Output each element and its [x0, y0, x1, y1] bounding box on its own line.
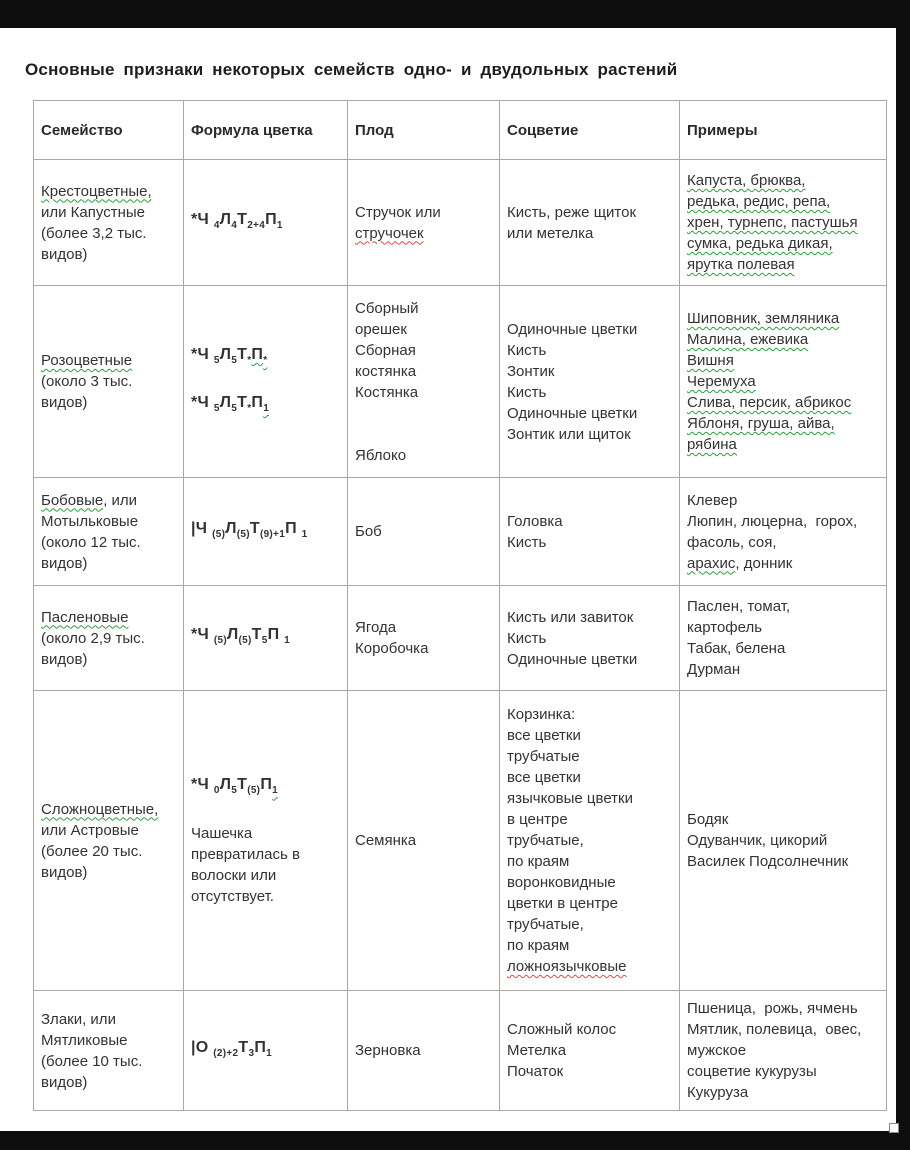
table-cell — [184, 691, 348, 991]
cell-text: Л — [219, 345, 232, 363]
spellcheck-flagged-text: редька, редис, репа, — [687, 193, 831, 210]
cell-text: воронковидные — [507, 874, 616, 891]
cell-text: (более 20 тыс. — [41, 842, 143, 860]
column-header: Формула цветка — [184, 101, 348, 160]
cell-text: Л — [225, 519, 237, 537]
cell-text: Сложный колос — [507, 1021, 617, 1038]
cell-text: язычковые цветки — [507, 790, 633, 807]
cell-text: Паслен, томат, — [687, 598, 791, 615]
spellcheck-flagged-text: Крестоцветные, — [41, 182, 152, 200]
table-cell — [500, 691, 680, 991]
cell-text: 5 — [213, 403, 220, 415]
cell-text: или Астровые — [41, 821, 139, 839]
cell-text: 4 — [231, 220, 238, 232]
cell-text: Зонтик или щиток — [507, 425, 631, 443]
cell-text: (более 3,2 тыс. — [41, 224, 147, 242]
cell-text: *Ч — [191, 345, 214, 363]
cell-text: Одиночные цветки — [507, 320, 638, 338]
cell-text: цветки в центре — [507, 895, 618, 912]
table-cell — [184, 586, 348, 691]
cell-text: 4 — [213, 220, 220, 232]
cell-text: по краям — [507, 853, 570, 870]
cell-text: Кисть, реже щиток — [507, 203, 637, 221]
cell-text: 0 — [213, 785, 220, 797]
cell-text: все цветки — [507, 769, 581, 786]
cell-text: видов) — [41, 1073, 88, 1091]
cell-text: Мятлик, полевица, овес, — [687, 1021, 862, 1038]
cell-text: (около 12 тыс. — [41, 533, 141, 551]
cell-text: Початок — [507, 1063, 564, 1080]
spellcheck-flagged-text: * — [263, 355, 268, 366]
cell-text: 1 — [276, 220, 283, 232]
spellcheck-flagged-text: ярутка полевая — [687, 256, 795, 273]
spellcheck-flagged-text: 1 — [263, 403, 270, 415]
cell-text: П — [251, 394, 264, 411]
cell-text: Л — [226, 626, 239, 644]
cell-text: видов) — [41, 863, 88, 881]
cell-text: мужское — [687, 1042, 747, 1059]
column-header: Примеры — [680, 101, 887, 160]
cell-text: Дурман — [687, 661, 741, 678]
cell-text: видов) — [41, 650, 88, 668]
spellcheck-flagged-text: Малина, ежевика — [687, 331, 809, 348]
cell-text: * — [247, 355, 252, 366]
column-header: Соцветие — [500, 101, 680, 160]
cell-text: Бодяк — [687, 811, 729, 828]
table-cell — [34, 478, 184, 586]
cell-text: (5) — [247, 785, 261, 797]
table-cell — [348, 286, 500, 478]
spellcheck-flagged-text: Шиповник, земляника — [687, 310, 840, 327]
cell-text: (более 10 тыс. — [41, 1052, 143, 1070]
table-cell — [680, 691, 887, 991]
table-cell — [680, 478, 887, 586]
cell-text: Табак, белена — [687, 640, 786, 657]
cell-text: Одиночные цветки — [507, 404, 638, 422]
cell-text: видов) — [41, 245, 88, 263]
table-row — [34, 286, 887, 478]
column-header: Плод — [348, 101, 500, 160]
cell-text: Ягода — [355, 619, 397, 636]
table-cell — [680, 991, 887, 1111]
cell-text: , донник — [735, 554, 793, 572]
cell-text: по краям — [507, 937, 570, 954]
cell-text: |О — [191, 1038, 214, 1056]
cell-text: волоски или — [191, 866, 277, 884]
cell-text: превратилась в — [191, 845, 300, 863]
table-cell — [34, 586, 184, 691]
table-cell — [34, 691, 184, 991]
cell-text: видов) — [41, 394, 88, 411]
cell-text: Стручок или — [355, 203, 441, 221]
cell-text: Л — [219, 776, 232, 794]
cell-text: отсутствует. — [191, 887, 274, 905]
resize-handle[interactable] — [889, 1123, 899, 1133]
table-cell — [500, 478, 680, 586]
cell-text: трубчатые, — [507, 832, 584, 849]
cell-text: (около 2,9 тыс. — [41, 629, 145, 647]
spellcheck-flagged-text: 1 — [272, 785, 278, 797]
table-cell — [680, 586, 887, 691]
cell-text: Сборный — [355, 299, 419, 317]
cell-text: Одиночные цветки — [507, 650, 638, 668]
cell-text: Т — [238, 1038, 249, 1056]
spellcheck-flagged-text: стручочек — [355, 224, 424, 242]
table-cell — [500, 160, 680, 286]
spellcheck-flagged-text: Пасленовые — [41, 608, 129, 626]
spellcheck-flagged-text: Бобовые — [41, 491, 104, 509]
cell-text: Клевер — [687, 491, 738, 509]
cell-text: (около 3 тыс. — [41, 373, 133, 390]
document-title: Основные признаки некоторых семейств одно- и двудольных растений — [25, 60, 678, 79]
cell-text: 5 — [261, 635, 268, 647]
document-page — [0, 28, 896, 1131]
table-cell — [34, 286, 184, 478]
table-row — [34, 160, 887, 286]
cell-text: Василек Подсолнечник — [687, 853, 849, 870]
table-cell — [680, 160, 887, 286]
header-row — [34, 101, 887, 160]
cell-text: Т — [237, 776, 248, 794]
cell-text: 5 — [231, 355, 238, 366]
cell-text: 1 — [301, 529, 308, 541]
cell-text: (9)+1 — [259, 529, 286, 541]
cell-text: П — [265, 210, 277, 228]
table-row — [34, 586, 887, 691]
cell-text: или метелка — [507, 224, 594, 242]
cell-text: Зерновка — [355, 1042, 421, 1059]
cell-text: Кисть или завиток — [507, 608, 634, 626]
cell-text: 2+4 — [247, 220, 266, 232]
cell-text: трубчатые — [507, 748, 580, 765]
cell-text: Метелка — [507, 1042, 567, 1059]
cell-text: Л — [219, 210, 232, 228]
cell-text: П — [285, 519, 302, 537]
cell-text: |Ч — [191, 519, 213, 537]
table-cell — [348, 586, 500, 691]
table-cell — [500, 286, 680, 478]
cell-text: 5 — [231, 785, 238, 797]
cell-text: Кисть — [507, 629, 547, 647]
table-cell — [348, 160, 500, 286]
table-cell — [184, 991, 348, 1111]
spellcheck-flagged-text: Розоцветные — [41, 352, 133, 369]
table-row — [34, 991, 887, 1111]
cell-text: или Капустные — [41, 203, 145, 221]
table-cell — [34, 991, 184, 1111]
spellcheck-flagged-text: рябина — [687, 436, 737, 453]
table-cell — [348, 691, 500, 991]
cell-text: П — [254, 1038, 267, 1056]
cell-text: Корзинка: — [507, 706, 576, 723]
cell-text: П — [267, 626, 285, 644]
spellcheck-flagged-text: Черемуха — [687, 373, 756, 390]
cell-text: *Ч — [191, 210, 214, 228]
cell-text: Головка — [507, 512, 563, 530]
table-cell — [348, 478, 500, 586]
cell-text: Чашечка — [191, 824, 253, 842]
cell-text: фасоль, соя, — [687, 533, 777, 551]
cell-text: Мотыльковые — [41, 512, 139, 530]
cell-text: 1 — [266, 1048, 273, 1060]
cell-text: видов) — [41, 554, 88, 572]
cell-text: *Ч — [191, 626, 214, 644]
cell-text: Л — [219, 394, 232, 411]
cell-text: Т — [251, 626, 262, 644]
table-row — [34, 691, 887, 991]
table-cell — [184, 160, 348, 286]
cell-text: Пшеница, рожь, ячмень — [687, 1000, 858, 1017]
cell-text: Костянка — [355, 383, 419, 401]
cell-text: в центре — [507, 811, 568, 828]
cell-text: костянка — [355, 362, 417, 380]
cell-text: трубчатые, — [507, 916, 584, 933]
cell-text: все цветки — [507, 727, 581, 744]
cell-text: картофель — [687, 619, 763, 636]
cell-text: Злаки, или — [41, 1010, 116, 1028]
table-cell — [680, 286, 887, 478]
cell-text: Мятликовые — [41, 1031, 128, 1049]
cell-text: орешек — [355, 320, 407, 338]
cell-text: Т — [237, 210, 248, 228]
table-cell — [500, 991, 680, 1111]
cell-text: Боб — [355, 523, 382, 540]
table-cell — [184, 286, 348, 478]
cell-text: * — [247, 403, 252, 415]
spellcheck-flagged-text: арахис — [687, 554, 736, 572]
cell-text: Коробочка — [355, 640, 429, 657]
spellcheck-flagged-text: Слива, персик, абрикос — [687, 394, 852, 411]
cell-text: 5 — [213, 355, 220, 366]
spellcheck-flagged-text: Яблоня, груша, айва, — [687, 415, 835, 432]
spellcheck-flagged-text: сумка, редька дикая, — [687, 235, 833, 252]
cell-text: *Ч — [191, 776, 214, 794]
cell-text: Яблоко — [355, 446, 407, 464]
cell-text: Сборная — [355, 341, 416, 359]
table-cell — [500, 586, 680, 691]
cell-text: Одуванчик, цикорий — [687, 832, 828, 849]
cell-text: Семянка — [355, 832, 417, 849]
cell-text: Кисть — [507, 383, 547, 401]
cell-text: Люпин, люцерна, горох, — [687, 512, 858, 530]
cell-text: (5) — [238, 635, 252, 647]
cell-text: *Ч — [191, 394, 214, 411]
spellcheck-flagged-text: ложноязычковые — [507, 958, 627, 975]
cell-text: 3 — [248, 1048, 255, 1060]
cell-text: (5) — [236, 529, 250, 541]
table-cell — [34, 160, 184, 286]
spellcheck-flagged-text: Вишня — [687, 352, 734, 369]
table-cell — [348, 991, 500, 1111]
table-row — [34, 478, 887, 586]
cell-text: (5) — [212, 529, 226, 541]
cell-text: Т — [249, 519, 260, 537]
cell-text: соцветие кукурузы — [687, 1063, 817, 1080]
spellcheck-flagged-text: П — [251, 345, 264, 363]
cell-text: (5) — [213, 635, 227, 647]
cell-text: Т — [237, 394, 248, 411]
cell-text: Кисть — [507, 533, 547, 551]
cell-text: (2)+2 — [213, 1048, 239, 1060]
spellcheck-flagged-text: Капуста, брюква, — [687, 172, 806, 189]
spellcheck-flagged-text: хрен, турнепс, пастушья — [687, 214, 858, 231]
cell-text: 5 — [231, 403, 238, 415]
cell-text: П — [260, 776, 273, 794]
cell-text: Т — [237, 345, 248, 363]
cell-text: Кисть — [507, 341, 547, 359]
cell-text: Зонтик — [507, 362, 555, 380]
cell-text: , или — [103, 491, 138, 509]
cell-text: Кукуруза — [687, 1084, 749, 1101]
spellcheck-flagged-text: Сложноцветные, — [41, 800, 159, 818]
plant-families-table — [33, 100, 887, 1111]
table-cell — [184, 478, 348, 586]
cell-text: 1 — [284, 635, 290, 647]
column-header: Семейство — [34, 101, 184, 160]
